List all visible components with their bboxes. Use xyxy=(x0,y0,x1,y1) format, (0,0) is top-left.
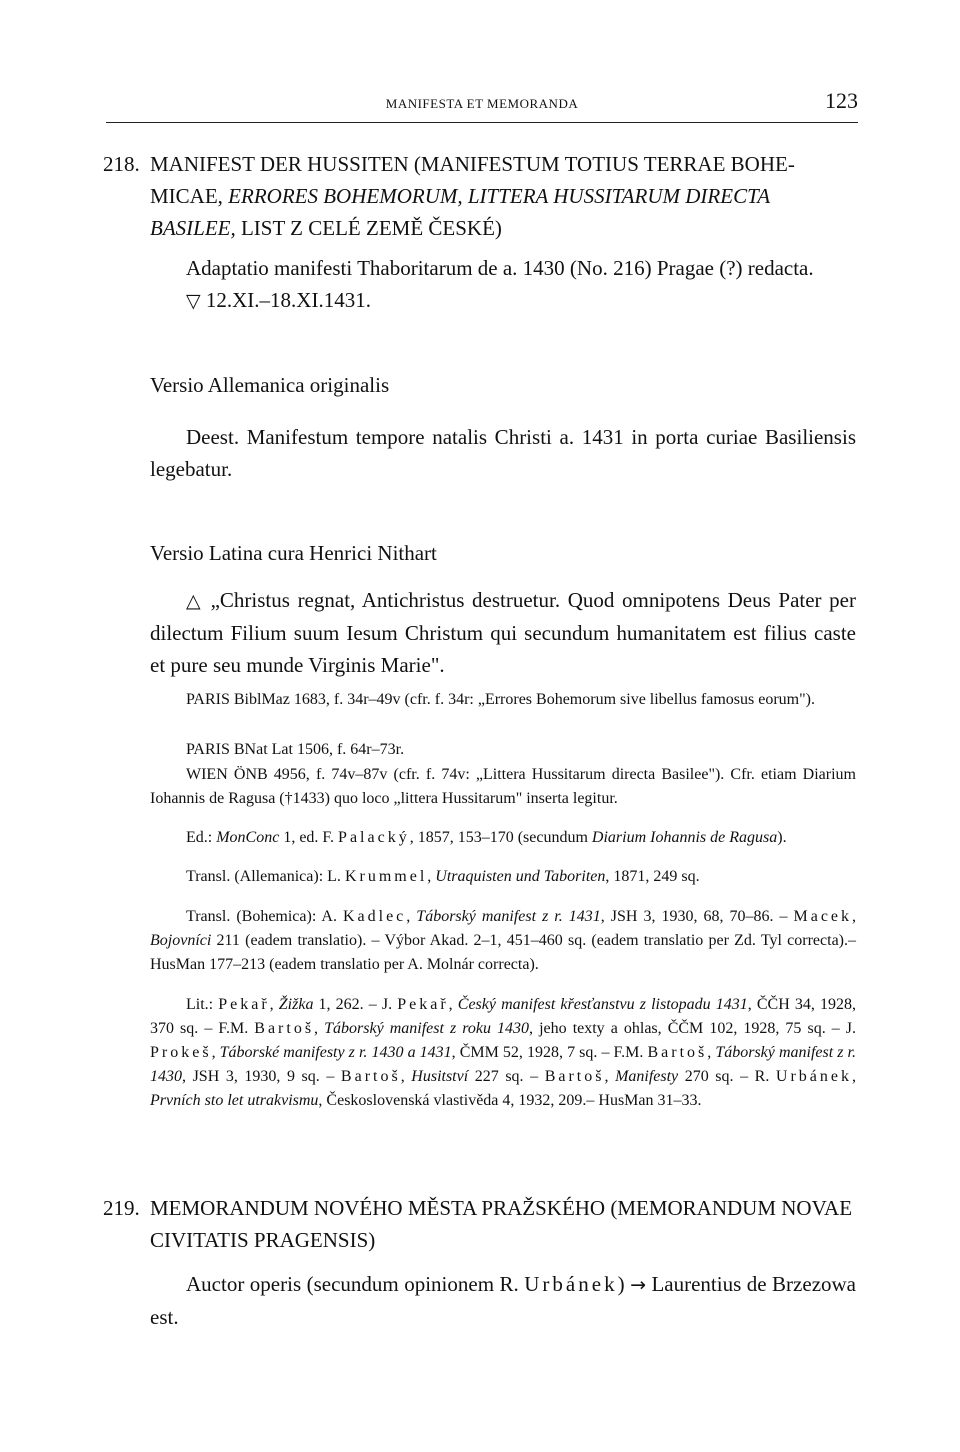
triangle-up-icon: △ xyxy=(186,590,203,612)
title-line-1: MANIFEST DER HUSSITEN (MANIFESTUM TOTIUS TERRAE BOHE- xyxy=(150,152,795,176)
lit-author: Bartoš xyxy=(647,1044,708,1061)
lit-sep: , xyxy=(400,1068,412,1085)
trb-title: Táborský manifest z r. 1431 xyxy=(416,908,601,925)
trb-title-2: Bojovníci xyxy=(150,932,212,949)
title-line-3-roman: LIST Z CELÉ ZEMĚ ČESKÉ) xyxy=(235,216,502,240)
lit-text: 270 sq. – R. xyxy=(678,1068,776,1085)
ed-label: Ed.: xyxy=(186,829,217,846)
ed-close: ). xyxy=(777,829,787,846)
versio-allemanica-heading: Versio Allemanica originalis xyxy=(150,373,390,397)
trb-author-macek: Macek xyxy=(793,908,853,925)
entry-title-218 xyxy=(150,148,856,244)
lit-sep: , xyxy=(852,1068,857,1085)
ed-monconc: MonConc xyxy=(216,829,280,846)
lit-title: Prvních sto let utrakvismu xyxy=(150,1092,319,1109)
arrow-right-icon: → xyxy=(630,1274,646,1296)
lit-title: Táborský manifest z roku 1430 xyxy=(324,1020,530,1037)
lit-author: Bartoš xyxy=(544,1068,605,1085)
translation-bohemica xyxy=(150,905,856,977)
page-number: 123 xyxy=(825,88,858,113)
literature-list xyxy=(150,993,856,1113)
ed-diarium: Diarium Iohannis de Ragusa xyxy=(591,829,778,846)
lit-text: , Československá vlastivěda 4, 1932, 209.– HusMan 31–33. xyxy=(318,1092,702,1109)
lit-sep: , xyxy=(211,1044,220,1061)
lit-sep: , xyxy=(448,996,458,1013)
auctor-text: Auctor operis (secundum opinionem R. xyxy=(186,1272,525,1296)
auctor-close: ) xyxy=(617,1272,631,1296)
title-line-2-roman: MICAE, xyxy=(150,184,229,208)
lit-sep: , xyxy=(314,1020,325,1037)
entry-number-219: 219. xyxy=(103,1196,140,1220)
auctor-author: Urbánek xyxy=(524,1272,618,1296)
lit-title: Táborské manifesty z r. 1430 a 1431 xyxy=(219,1044,452,1061)
tra-label: Transl. (Allemanica): L. xyxy=(186,868,345,885)
edition-line xyxy=(150,826,856,850)
entry-number-218: 218. xyxy=(103,152,140,176)
tra-title: Utraquisten und Taboriten xyxy=(435,868,606,885)
lit-title: Manifesty xyxy=(615,1068,679,1085)
lit-sep: , xyxy=(604,1068,616,1085)
ed-text: 1, ed. F. xyxy=(279,829,339,846)
manuscript-wien-onb: WIEN ÖNB 4956, f. 74v–87v (cfr. f. 74v: „Littera Hussitarum directa Basilee"). Cfr. etiam Diarium Iohannis de Ragusa (†1433) quo loco „littera Hussitarum" inserta legitur. xyxy=(150,766,856,807)
translation-allemanica xyxy=(150,865,856,889)
running-header xyxy=(106,88,858,123)
trb-sep: , xyxy=(406,908,417,925)
manuscript-paris-mazarine: PARIS BiblMaz 1683, f. 34r–49v (cfr. f. 34r: „Errores Bohemorum sive libellus famosus eorum"). xyxy=(186,691,815,708)
lit-text: 1, 262. – J. xyxy=(313,996,398,1013)
lit-title: Husitství xyxy=(411,1068,469,1085)
running-title: MANIFESTA ET MEMORANDA xyxy=(385,96,579,111)
tra-pages: , 1871, 249 sq. xyxy=(605,868,700,885)
lit-text: , JSH 3, 1930, 9 sq. – xyxy=(182,1068,341,1085)
versio-allemanica-text: Deest. Manifestum tempore natalis Christi a. 1431 in porta curiae Basiliensis legebatur. xyxy=(150,425,856,481)
lit-label: Lit.: xyxy=(186,996,219,1013)
adaptatio-note xyxy=(186,252,856,317)
trb-text-2: 211 (eadem translatio). – Výbor Akad. 2–1, 451–460 sq. (eadem translatio per Zd. Tyl correcta).– HusMan 177–213 (eadem translatio per A. Molnár correcta). xyxy=(150,932,856,973)
lit-sep: , xyxy=(269,996,279,1013)
lit-author: Bartoš xyxy=(340,1068,401,1085)
lit-text: , ČMM 52, 1928, 7 sq. – F.M. xyxy=(451,1044,648,1061)
manuscript-paris-bnat: PARIS BNat Lat 1506, f. 64r–73r. xyxy=(186,741,405,758)
trb-label: Transl. (Bohemica): A. xyxy=(186,908,343,925)
lit-author: Prokeš xyxy=(150,1044,212,1061)
lit-author: Urbánek xyxy=(775,1068,853,1085)
title-line-3-italic: BASILEE, xyxy=(150,216,236,240)
lit-author: Pekař xyxy=(397,996,449,1013)
lit-text: , jeho texty a ohlas, ČČM 102, 1928, 75 sq. – J. xyxy=(529,1020,857,1037)
lit-author: Bartoš xyxy=(254,1020,315,1037)
trb-sep-2: , xyxy=(852,908,857,925)
lit-author: Pekař xyxy=(218,996,270,1013)
ed-author-palacky: Palacký xyxy=(338,829,410,846)
adaptatio-date: 12.XI.–18.XI.1431. xyxy=(200,288,371,312)
adaptatio-line-1: Adaptatio manifesti Thaboritarum de a. 1430 (No. 216) Pragae (?) redacta. xyxy=(186,256,814,280)
title-line-2-italic: ERRORES BOHEMORUM, LITTERA HUSSITARUM DIRECTA xyxy=(228,184,771,208)
incipit-body: „Christus regnat, Antichristus destruetur. Quod omnipotens Deus Pater per dilectum Filium suum Iesum Christum qui secundum humanitatem est filius caste et pure seu munde Virginis Marie". xyxy=(150,588,856,677)
auctor-text-2: Laurentius de Brzezowa est. xyxy=(150,1272,857,1329)
trb-text: , JSH 3, 1930, 68, 70–86. – xyxy=(600,908,794,925)
versio-latina-heading: Versio Latina cura Henrici Nithart xyxy=(150,541,437,565)
auctor-note xyxy=(150,1268,856,1333)
lit-text: 227 sq. – xyxy=(468,1068,545,1085)
tra-author-krummel: Krummel xyxy=(344,868,428,885)
tra-sep: , xyxy=(427,868,436,885)
incipit-text xyxy=(150,584,856,681)
lit-title: Český manifest křesťanstvu z listopadu 1431 xyxy=(457,996,748,1013)
ed-text-2: , 1857, 153–170 (secundum xyxy=(409,829,592,846)
triangle-down-icon: ▽ xyxy=(186,290,201,312)
lit-title: Žižka xyxy=(278,996,314,1013)
trb-author-kadlec: Kadlec xyxy=(342,908,407,925)
lit-title: Táborský manifest z r. 1430 xyxy=(150,1044,857,1085)
lit-sep: , xyxy=(707,1044,716,1061)
entry-title-219: MEMORANDUM NOVÉHO MĚSTA PRAŽSKÉHO (MEMORANDUM NOVAE CIVITATIS PRAGENSIS) xyxy=(150,1196,853,1252)
lit-text: , ČČH 34, 1928, 370 sq. – F.M. xyxy=(150,996,857,1037)
